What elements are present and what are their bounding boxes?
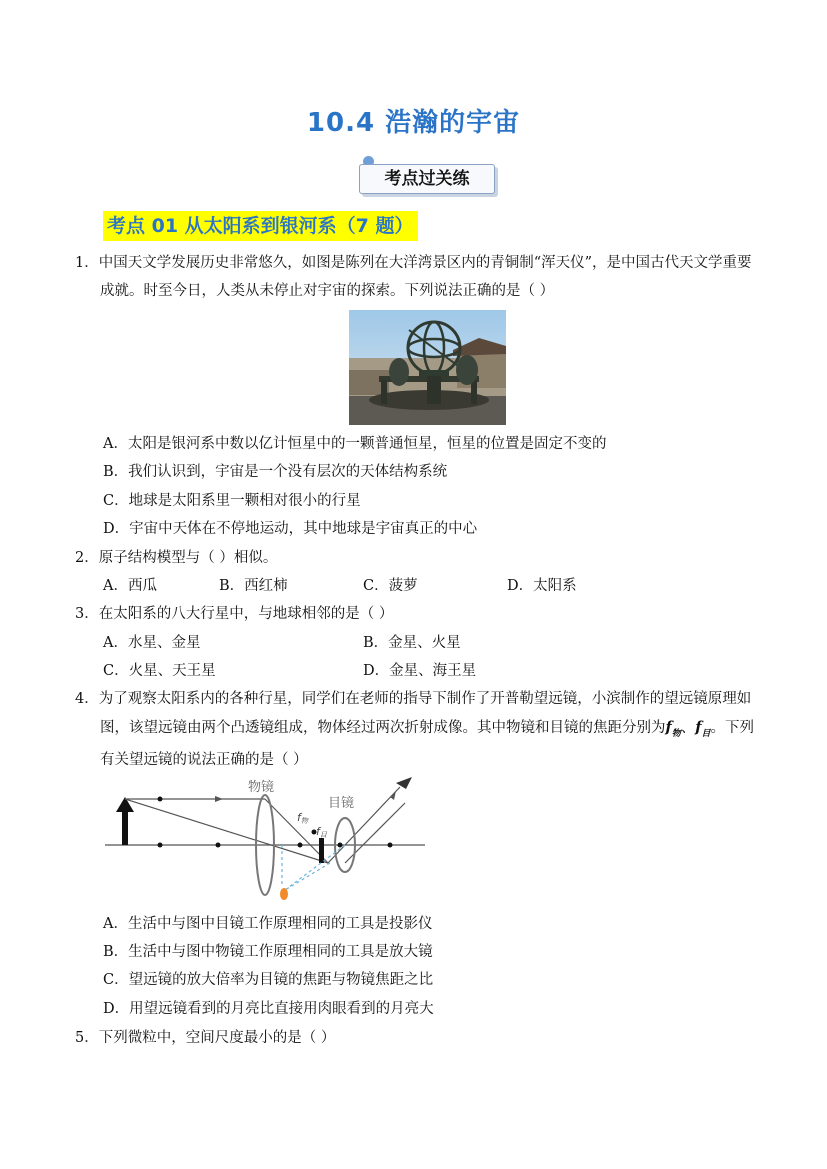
q1-stem-line2: 成就。时至今日，人类从未停止对宇宙的探索。下列说法正确的是（ ） <box>100 283 555 299</box>
q2-option-c: C．菠萝 <box>363 578 418 594</box>
q4-stem-line3: 有关望远镜的说法正确的是（ ） <box>100 752 308 768</box>
q4-stem-line2-tail: 。下列 <box>710 720 755 736</box>
q3-stem: 3．在太阳系的八大行星中，与地球相邻的是（ ） <box>75 606 394 622</box>
q3-option-b: B．金星、火星 <box>363 635 461 651</box>
armillary-sphere-photo <box>349 310 506 425</box>
f-obj-label: f物 <box>297 811 308 825</box>
q2-option-d: D．太阳系 <box>507 578 577 594</box>
separator: 、 <box>680 720 696 736</box>
page-title: 10.4 浩瀚的宇宙 <box>306 108 521 138</box>
q2-option-a: A．西瓜 <box>103 578 157 594</box>
badge-label: 考点过关练 <box>359 164 495 194</box>
q4-option-b: B．生活中与图中物镜工作原理相同的工具是放大镜 <box>103 944 433 960</box>
q1-option-a: A．太阳是银河系中数以亿计恒星中的一颗普通恒星，恒星的位置是固定不变的 <box>103 436 607 452</box>
q4-stem-line2-text: 图，该望远镜由两个凸透镜组成，物体经过两次折射成像。其中物镜和目镜的焦距分别为 <box>100 720 666 736</box>
f-eyepiece-symbol: $f_目$ <box>695 719 711 739</box>
f-eye-label: f目 <box>316 825 327 839</box>
q3-option-d: D．金星、海王星 <box>363 663 477 679</box>
q4-option-d: D．用望远镜看到的月亮比直接用肉眼看到的月亮大 <box>103 1001 434 1017</box>
q1-stem-line1: 1．中国天文学发展历史非常悠久，如图是陈列在大洋湾景区内的青铜制“浑天仪”，是中国古代天文学重要 <box>75 255 752 271</box>
q1-option-c: C．地球是太阳系里一颗相对很小的行星 <box>103 493 361 509</box>
q4-stem-line1: 4．为了观察太阳系内的各种行星，同学们在老师的指导下制作了开普勒望远镜，小滨制作的望远镜原理如 <box>75 691 752 707</box>
q1-option-b: B．我们认识到，宇宙是一个没有层次的天体结构系统 <box>103 464 448 480</box>
f-objective-symbol: $f_物$ <box>665 719 681 739</box>
q4-option-a: A．生活中与图中目镜工作原理相同的工具是投影仪 <box>103 916 433 932</box>
objective-label: 物镜 <box>248 780 275 795</box>
q3-option-c: C．火星、天王星 <box>103 663 216 679</box>
section-badge <box>355 158 500 196</box>
telescope-diagram <box>100 775 430 905</box>
q1-option-d: D．宇宙中天体在不停地运动，其中地球是宇宙真正的中心 <box>103 521 478 537</box>
q2-stem: 2．原子结构模型与（ ）相似。 <box>75 550 278 566</box>
q4-option-c: C．望远镜的放大倍率为目镜的焦距与物镜焦距之比 <box>103 972 434 988</box>
section-heading: 考点 01 从太阳系到银河系（7 题） <box>103 211 418 241</box>
q3-option-a: A．水星、金星 <box>103 635 201 651</box>
q4-stem-line2 <box>100 718 754 744</box>
q2-option-b: B．西红柿 <box>219 578 288 594</box>
q5-stem: 5．下列微粒中，空间尺度最小的是（ ） <box>75 1030 336 1046</box>
eyepiece-label: 目镜 <box>328 796 355 811</box>
